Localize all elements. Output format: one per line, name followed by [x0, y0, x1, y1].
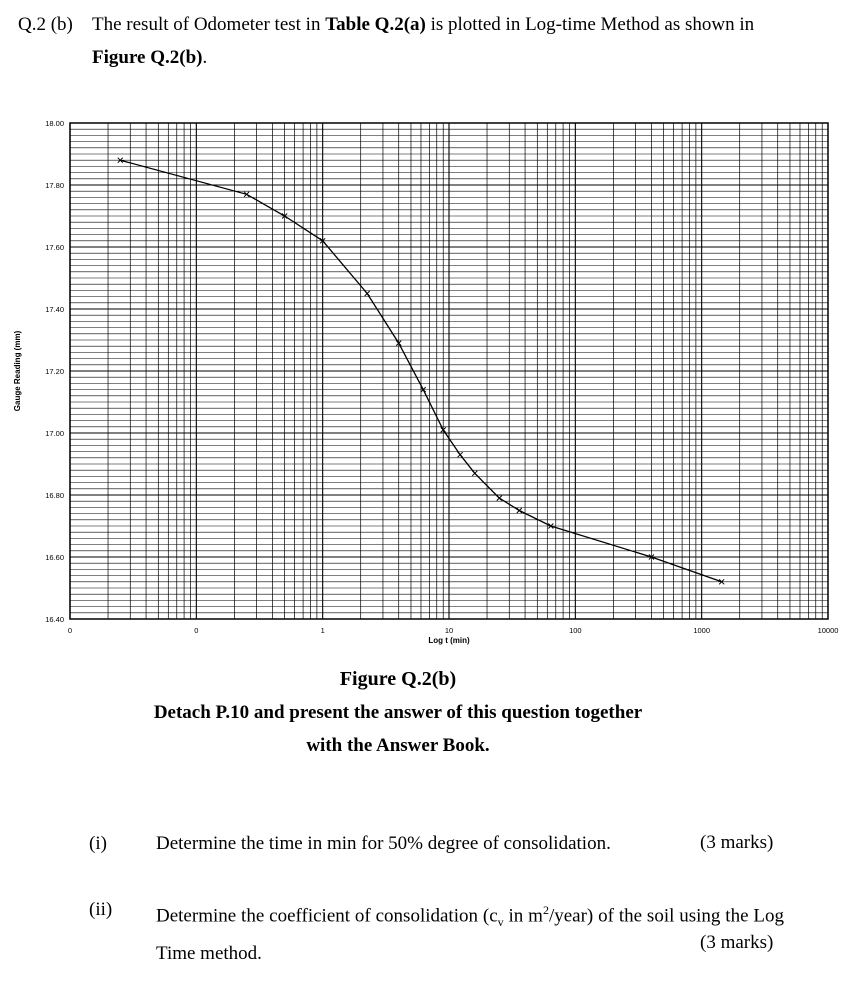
- figure-ref: Figure Q.2(b): [92, 47, 203, 68]
- part-ii-text-c: /year) of the soil using the Log Time method.: [156, 905, 784, 965]
- x-tick-label: 10: [444, 626, 454, 635]
- detach-note-line2: with the Answer Book.: [306, 735, 490, 756]
- part-ii-sub: v: [497, 915, 504, 930]
- x-axis-label: Log t (min): [428, 636, 470, 645]
- y-tick-label: 17.00: [45, 429, 64, 438]
- x-tick-label: 100: [569, 626, 582, 635]
- part-ii-text: [156, 894, 784, 970]
- part-i-marks: (3 marks): [700, 832, 774, 853]
- x-tick-label: 1: [320, 626, 325, 635]
- y-tick-label: 17.80: [45, 181, 64, 190]
- x-tick-label: 0: [194, 626, 199, 635]
- chart-grid: [70, 123, 828, 619]
- consolidation-chart: [0, 112, 856, 657]
- data-point: [472, 471, 477, 476]
- data-point: [365, 291, 370, 296]
- question-text: [92, 8, 812, 74]
- data-point: [458, 452, 463, 457]
- x-tick-label: 10000: [817, 626, 839, 635]
- y-tick-label: 17.60: [45, 243, 64, 252]
- part-ii-text-a: Determine the coefficient of consolidation (c: [156, 905, 498, 927]
- table-ref: Table Q.2(a): [325, 14, 426, 35]
- y-tick-label: 16.60: [45, 553, 64, 562]
- data-point: [517, 508, 522, 513]
- y-tick-label: 18.00: [45, 119, 64, 128]
- question-text-b: is plotted in Log-time Method as shown in: [425, 14, 755, 35]
- x-tick-label: 0: [67, 626, 73, 635]
- y-axis-ticks: [45, 119, 64, 624]
- data-point: [497, 496, 502, 501]
- part-i-label: (i): [89, 833, 107, 854]
- part-i-text: Determine the time in min for 50% degree of consolidation.: [156, 833, 611, 854]
- question-text-c: .: [202, 47, 208, 68]
- part-ii-sup: 2: [542, 903, 549, 917]
- y-tick-label: 16.80: [45, 491, 64, 500]
- figure-caption: Figure Q.2(b): [339, 668, 457, 690]
- x-axis-ticks: [68, 626, 839, 635]
- part-ii-text-b: in m: [503, 905, 543, 927]
- detach-note-line1: Detach P.10 and present the answer of this question together: [153, 702, 643, 723]
- part-ii-label: (ii): [89, 899, 113, 920]
- x-tick-label: 1000: [693, 626, 711, 635]
- y-tick-label: 17.40: [45, 305, 64, 314]
- y-tick-label: 16.40: [45, 615, 64, 624]
- question-text-a: The result of Odometer test in: [92, 14, 326, 35]
- y-axis-label: Gauge Reading (mm): [13, 330, 22, 412]
- part-ii-marks: (3 marks): [700, 932, 774, 953]
- question-number: Q.2 (b): [18, 14, 73, 35]
- y-tick-label: 17.20: [45, 367, 64, 376]
